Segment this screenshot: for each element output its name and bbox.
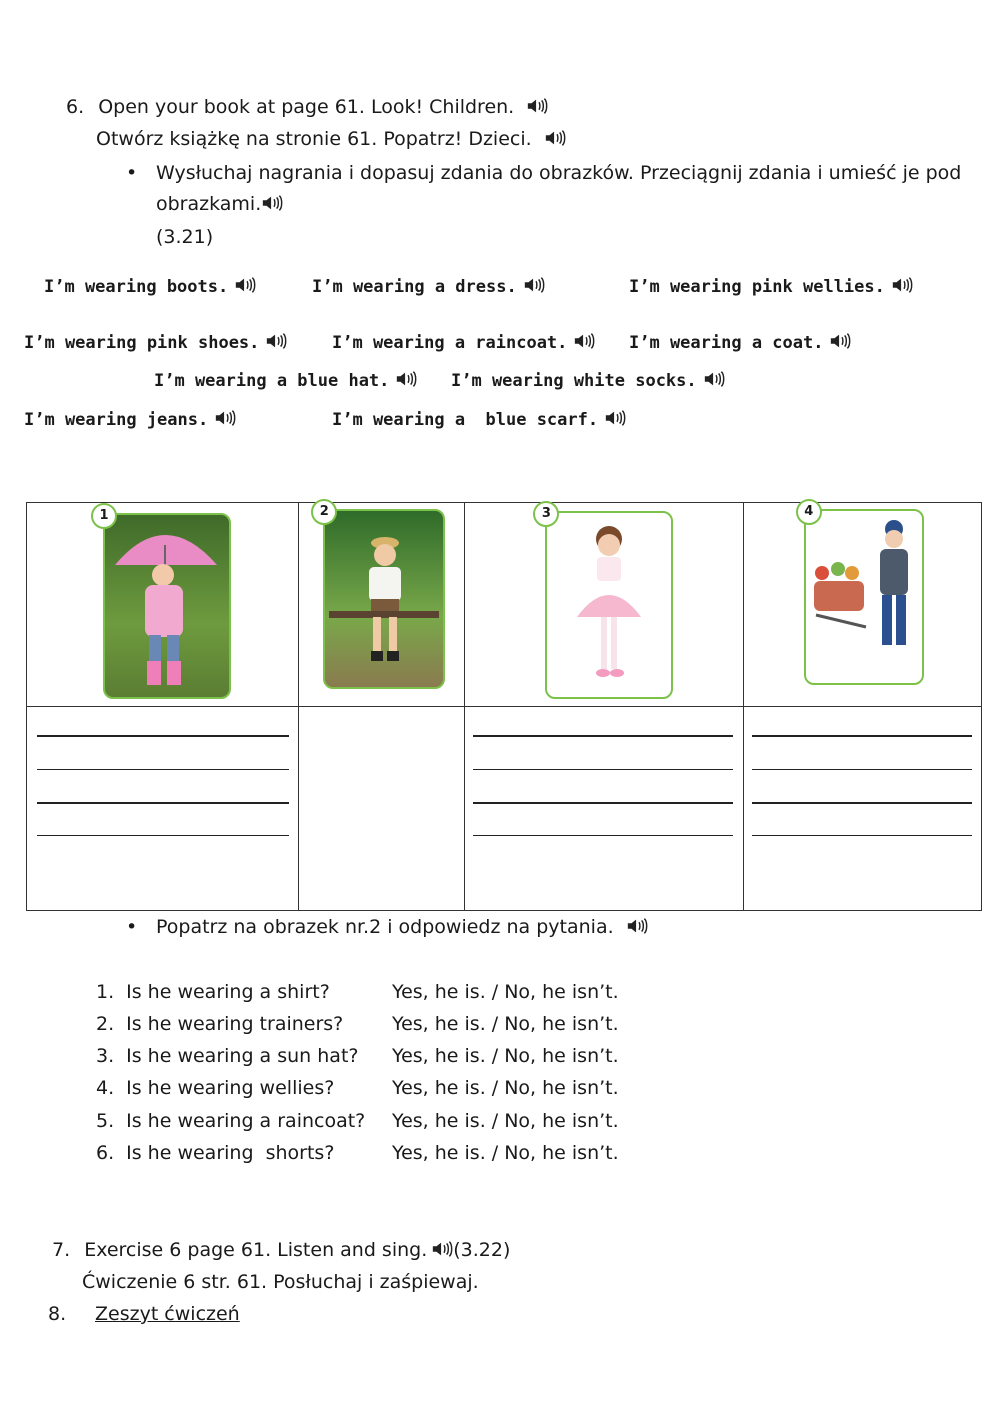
sentence-chip[interactable]: I’m wearing white socks. (451, 369, 725, 391)
instruction-line-2 (156, 193, 283, 215)
exercise-6-subtitle (96, 128, 566, 150)
sentence-chip[interactable]: I’m wearing a coat. (629, 331, 851, 353)
exercise-title-en: Open your book at page 61. Look! Children. (98, 96, 515, 118)
winter-children-illustration (806, 511, 922, 683)
answer-line (473, 802, 733, 804)
sentence-chip[interactable]: I’m wearing a raincoat. (332, 331, 595, 353)
picture-cell-3 (465, 503, 743, 707)
exercise-8-number: 8. (48, 1303, 67, 1325)
exercise-6-heading (66, 96, 548, 118)
picture-2 (323, 509, 445, 689)
answer-line (473, 835, 733, 836)
speaker-icon[interactable] (703, 369, 725, 389)
answer-choice[interactable]: Yes, he is. / No, he isn’t. (392, 1142, 619, 1164)
sentence-chip[interactable]: I’m wearing pink shoes. (24, 331, 287, 353)
instruction-line-2-text: obrazkami. (156, 193, 262, 215)
exercise-number: 6. (66, 96, 85, 118)
picture-number-badge: 4 (796, 499, 822, 525)
answer-choice[interactable]: Yes, he is. / No, he isn’t. (392, 1045, 619, 1067)
sentence-chip[interactable]: I’m wearing pink wellies. (629, 275, 913, 297)
answer-line (37, 735, 289, 737)
picture-number-badge: 3 (533, 501, 559, 527)
drop-zone[interactable] (752, 715, 972, 741)
sentence-chip[interactable]: I’m wearing jeans. (24, 408, 236, 430)
exercise-7-subtitle: Ćwiczenie 6 str. 61. Posłuchaj i zaśpiewaj. (82, 1271, 479, 1293)
question-instruction: Popatrz na obrazek nr.2 i odpowiedz na pytania. (156, 916, 648, 938)
girl-umbrella-illustration (105, 515, 229, 697)
answer-cell-2 (299, 707, 465, 911)
answer-line (473, 769, 733, 770)
answer-choice[interactable]: Yes, he is. / No, he isn’t. (392, 1013, 619, 1035)
speaker-icon[interactable] (829, 331, 851, 351)
track-number: (3.21) (156, 226, 214, 248)
speaker-icon[interactable] (234, 275, 256, 295)
sentence-chip[interactable]: I’m wearing a dress. (312, 275, 545, 297)
speaker-icon[interactable] (395, 369, 417, 389)
question-item: 6. Is he wearing shorts? (96, 1142, 335, 1164)
speaker-icon[interactable] (544, 128, 566, 148)
picture-number-badge: 1 (91, 503, 117, 529)
speaker-icon[interactable] (261, 193, 283, 213)
speaker-icon[interactable] (604, 408, 626, 428)
question-item: 3. Is he wearing a sun hat? (96, 1045, 359, 1067)
boy-bench-illustration (325, 511, 443, 687)
bullet: • (126, 162, 138, 184)
speaker-icon[interactable] (626, 916, 648, 936)
question-item: 2. Is he wearing trainers? (96, 1013, 344, 1035)
instruction-line-1: Wysłuchaj nagrania i dopasuj zdania do obrazków. Przeciągnij zdania i umieść je pod (156, 162, 962, 184)
speaker-icon[interactable] (526, 96, 548, 116)
speaker-icon[interactable] (431, 1239, 453, 1259)
question-item: 1. Is he wearing a shirt? (96, 981, 330, 1003)
question-item: 5. Is he wearing a raincoat? (96, 1110, 366, 1132)
answer-line (752, 835, 972, 836)
answer-line (752, 802, 972, 804)
answer-line (752, 735, 972, 737)
sentence-chip[interactable]: I’m wearing boots. (44, 275, 256, 297)
answer-line (752, 769, 972, 770)
picture-3 (545, 511, 673, 699)
answer-line (473, 735, 733, 737)
girl-dress-illustration (547, 513, 671, 697)
bullet: • (126, 916, 138, 938)
drop-zone[interactable] (473, 715, 733, 741)
answer-line (37, 835, 289, 836)
speaker-icon[interactable] (523, 275, 545, 295)
picture-cell-4 (743, 503, 981, 707)
answer-line (37, 769, 289, 770)
exercise-7-heading: 7. Exercise 6 page 61. Listen and sing. (3.22) (52, 1239, 511, 1261)
exercise-title-pl: Otwórz książkę na stronie 61. Popatrz! Dzieci. (96, 128, 532, 150)
speaker-icon[interactable] (265, 331, 287, 351)
sentence-chip[interactable]: I’m wearing a blue hat. (154, 369, 417, 391)
answer-line (37, 802, 289, 804)
picture-number-badge: 2 (311, 499, 337, 525)
workbook-link[interactable]: Zeszyt ćwiczeń (95, 1303, 240, 1325)
answer-cell-4[interactable] (743, 707, 981, 911)
drop-zone[interactable] (37, 715, 289, 741)
sentence-chip[interactable]: I’m wearing a blue scarf. (332, 408, 626, 430)
speaker-icon[interactable] (573, 331, 595, 351)
speaker-icon[interactable] (214, 408, 236, 428)
answer-cell-3[interactable] (465, 707, 743, 911)
answer-cell-1[interactable] (27, 707, 299, 911)
answer-choice[interactable]: Yes, he is. / No, he isn’t. (392, 981, 619, 1003)
picture-cell-2 (299, 503, 465, 707)
picture-cell-1 (27, 503, 299, 707)
question-item: 4. Is he wearing wellies? (96, 1077, 335, 1099)
picture-1 (103, 513, 231, 699)
answer-choice[interactable]: Yes, he is. / No, he isn’t. (392, 1077, 619, 1099)
answer-choice[interactable]: Yes, he is. / No, he isn’t. (392, 1110, 619, 1132)
picture-grid (26, 502, 982, 911)
speaker-icon[interactable] (891, 275, 913, 295)
picture-4 (804, 509, 924, 685)
